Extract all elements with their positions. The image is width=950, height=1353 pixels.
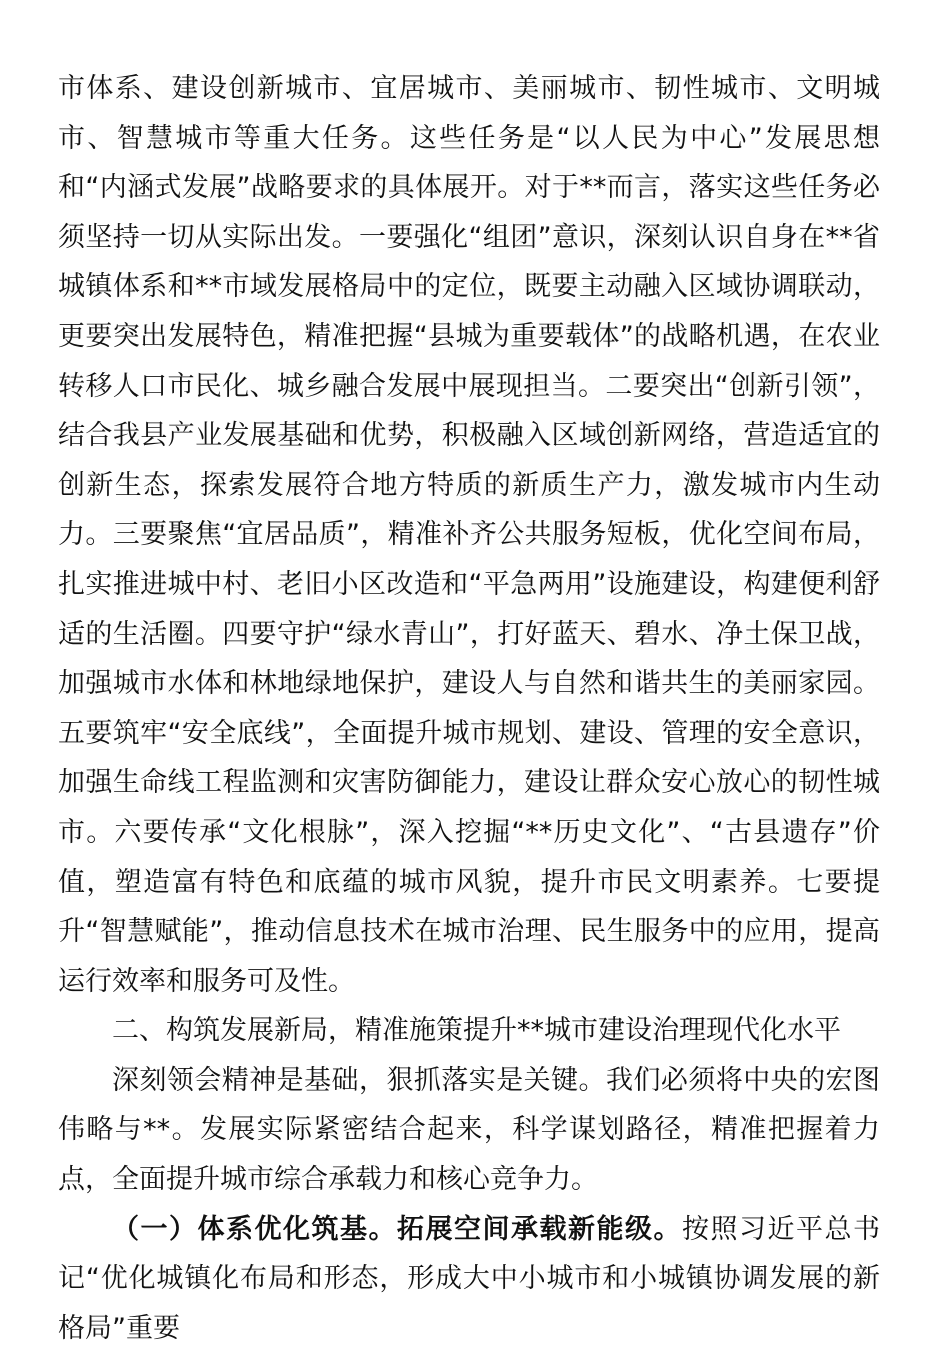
paragraph-system-optimization — [58, 1205, 880, 1353]
paragraph-implementation: 深刻领会精神是基础，狠抓落实是关键。我们必须将中央的宏图伟略与**。发展实际紧密结合起来，科学谋划路径，精准把握着力点，全面提升城市综合承载力和核心竞争力。 — [58, 1064, 880, 1196]
paragraph-urban-tasks: 市体系、建设创新城市、宜居城市、美丽城市、韧性城市、文明城市、智慧城市等重大任务。这些任务是“以人民为中心”发展思想和“内涵式发展”战略要求的具体展开。对于**而言，落实这些任务必须坚持一切从实际出发。一要强化“组团”意识，深刻认识自身在**省城镇体系和**市域发展格局中的定位，既要主动融入区域协调联动，更要突出发展特色，精准把握“县城为重要载体”的战略机遇，在农业转移人口市民化、城乡融合发展中展现担当。二要突出“创新引领”，结合我县产业发展基础和优势，积极融入区域创新网络，营造适宜的创新生态，探索发展符合地方特质的新质生产力，激发城市内生动力。三要聚焦“宜居品质”，精准补齐公共服务短板，优化空间布局，扎实推进城中村、老旧小区改造和“平急两用”设施建设，构建便利舒适的生活圈。四要守护“绿水青山”，打好蓝天、碧水、净土保卫战，加强城市水体和林地绿地保护，建设人与自然和谐共生的美丽家园。五要筑牢“安全底线”，全面提升城市规划、建设、管理的安全意识，加强生命线工程监测和灾害防御能力，建设让群众安心放心的韧性城市。六要传承“文化根脉”，深入挖掘“**历史文化”、“古县遗存”价值，塑造富有特色和底蕴的城市风貌，提升市民文明素养。七要提升“智慧赋能”，推动信息技术在城市治理、民生服务中的应用，提高运行效率和服务可及性。 — [58, 73, 880, 997]
document-page — [58, 64, 880, 1353]
subheading-system-optimization: （一）体系优化筑基。拓展空间承载新能级。 — [112, 1213, 682, 1245]
paragraph-system-optimization-body: 按照习近平总书记“优化城镇化布局和形态，形成大中小城市和小城镇协调发展的新格局”重要 — [58, 1213, 880, 1344]
section-heading-two: 二、构筑发展新局，精准施策提升**城市建设治理现代化水平 — [112, 1015, 841, 1047]
